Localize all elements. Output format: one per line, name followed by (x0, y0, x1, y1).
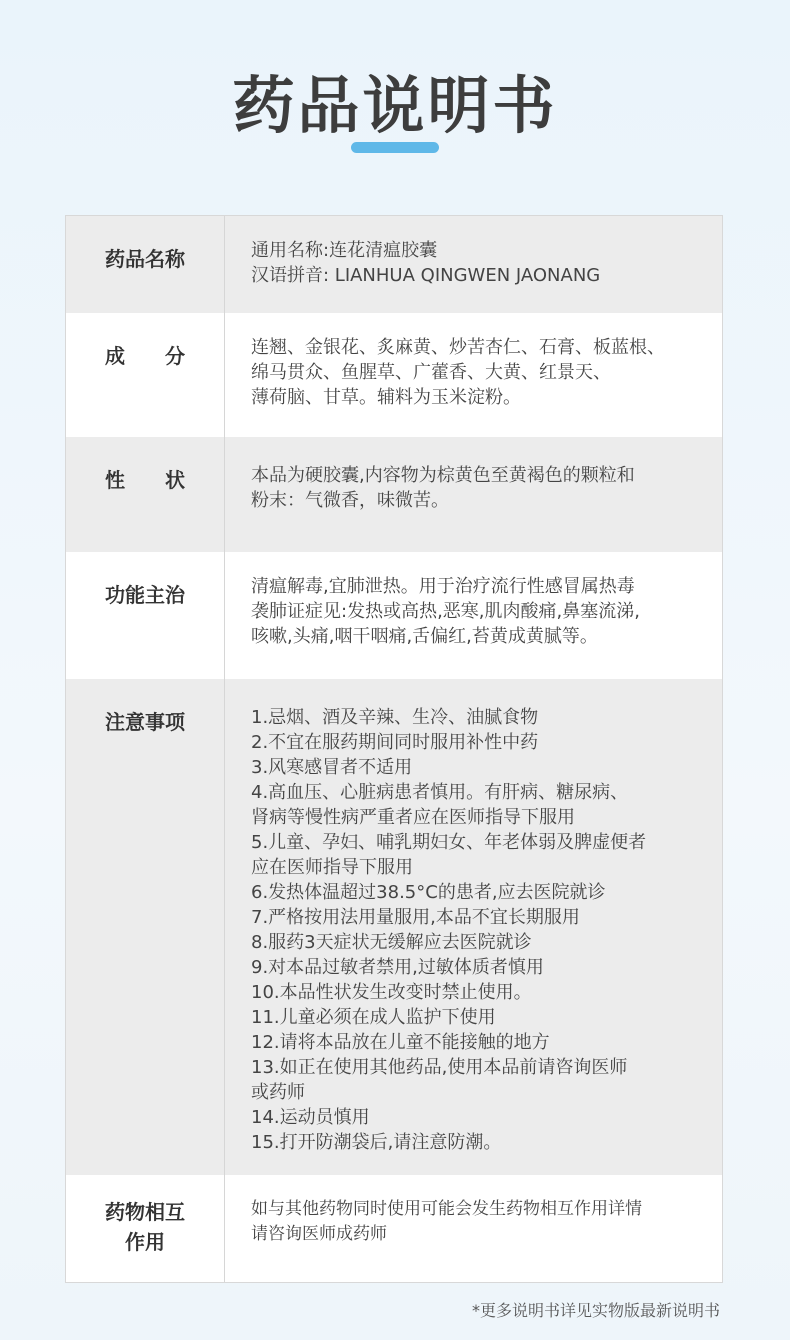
list-item: 2.不宜在服药期间同时服用补性中药 (251, 732, 539, 753)
row-label-indications: 功能主治 (105, 583, 185, 607)
content-line: 汉语拼音: LIANHUA QINGWEN JAONANG (251, 265, 601, 286)
list-item: 8.服药3天症状无缓解应去医院就诊 (251, 932, 532, 953)
row-content-precautions (224, 679, 722, 1175)
table-row (66, 313, 722, 437)
content-line: 薄荷脑、甘草。辅料为玉米淀粉。 (251, 387, 521, 408)
row-content-indications (224, 552, 722, 679)
content-line: 本品为硬胶囊,内容物为棕黄色至黄褐色的颗粒和 (251, 465, 635, 486)
list-item: 14.运动员慎用 (251, 1107, 370, 1128)
list-item: 4.高血压、心脏病患者慎用。有肝病、糖尿病、 (251, 782, 629, 803)
drug-info-table (65, 215, 723, 1283)
content-line: 咳嗽,头痛,咽干咽痛,舌偏红,苔黄成黄腻等。 (251, 626, 598, 647)
row-content-interactions (224, 1175, 722, 1282)
row-label-interactions: 药物相互 作用 (105, 1200, 185, 1254)
row-content-properties (224, 437, 722, 552)
list-item: 9.对本品过敏者禁用,过敏体质者慎用 (251, 957, 544, 978)
content-line: 连翘、金银花、炙麻黄、炒苦杏仁、石膏、板蓝根、 (251, 337, 665, 358)
list-item: 10.本品性状发生改变时禁止使用。 (251, 982, 532, 1003)
table-row (66, 216, 722, 313)
footnote: *更多说明书详见实物版最新说明书 (471, 1301, 720, 1320)
table-row (66, 679, 722, 1175)
page-title: 药品说明书 (232, 69, 558, 142)
list-item: 1.忌烟、酒及辛辣、生冷、油腻食物 (251, 707, 539, 728)
table-row (66, 437, 722, 552)
list-item: 13.如正在使用其他药品,使用本品前请咨询医师 (251, 1057, 628, 1078)
content-line: 绵马贯众、鱼腥草、广藿香、大黄、红景天、 (251, 362, 611, 383)
content-line: 袭肺证症见:发热或高热,恶寒,肌肉酸痛,鼻塞流涕, (251, 601, 640, 622)
content-line: 如与其他药物同时使用可能会发生药物相互作用详情 (251, 1199, 642, 1219)
list-item: 7.严格按用法用量服用,本品不宜长期服用 (251, 907, 580, 928)
title-underline (351, 142, 439, 153)
list-item: 肾病等慢性病严重者应在医师指导下服用 (251, 807, 575, 828)
row-content-ingredients (224, 313, 722, 437)
list-item: 6.发热体温超过38.5°C的患者,应去医院就诊 (251, 882, 606, 903)
list-item: 3.风寒感冒者不适用 (251, 757, 413, 778)
content-line: 请咨询医师成药师 (251, 1224, 387, 1244)
row-label-precautions: 注意事项 (105, 710, 185, 734)
list-item: 或药师 (251, 1082, 305, 1103)
row-content-name (224, 216, 722, 313)
row-label-properties: 性 状 (105, 468, 185, 492)
list-item: 15.打开防潮袋后,请注意防潮。 (251, 1132, 502, 1153)
content-line: 通用名称:连花清瘟胶囊 (251, 240, 438, 261)
content-line: 粉末：气微香，味微苦。 (251, 490, 449, 511)
list-item: 5.儿童、孕妇、哺乳期妇女、年老体弱及脾虚便者 (251, 832, 647, 853)
list-item: 12.请将本品放在儿童不能接触的地方 (251, 1032, 550, 1053)
table-row (66, 552, 722, 679)
list-item: 应在医师指导下服用 (251, 857, 413, 878)
table-row (66, 1175, 722, 1282)
row-label-ingredients: 成 分 (105, 344, 185, 368)
list-item: 11.儿童必须在成人监护下使用 (251, 1007, 496, 1028)
content-line: 清瘟解毒,宜肺泄热。用于治疗流行性感冒属热毒 (251, 576, 635, 597)
row-label-name: 药品名称 (105, 247, 185, 271)
